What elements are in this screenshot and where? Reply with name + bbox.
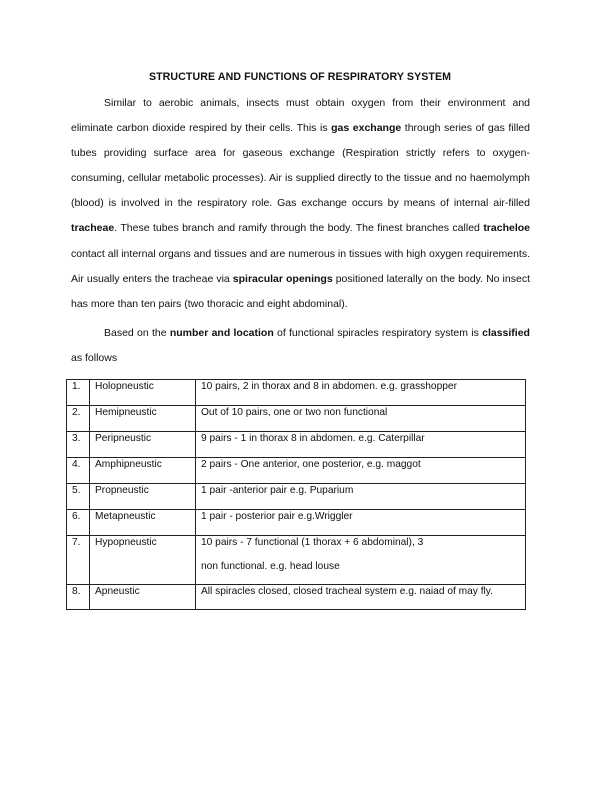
row-number: 4.	[67, 458, 90, 484]
classification-paragraph	[71, 321, 530, 371]
class-text-2: of functional spiracles respiratory system is	[273, 327, 483, 339]
table-row	[67, 406, 526, 432]
table-row	[67, 585, 526, 610]
term-tracheloe: tracheloe	[483, 222, 530, 235]
classification-table	[66, 379, 526, 610]
term-number-location: number and location	[169, 327, 274, 339]
table-row	[67, 458, 526, 484]
system-name: Hypopneustic	[90, 536, 196, 585]
system-description: Out of 10 pairs, one or two non functional	[196, 406, 526, 432]
table-row	[67, 536, 526, 585]
system-name: Hemipneustic	[90, 406, 196, 432]
row-number: 5.	[67, 484, 90, 510]
table-row	[67, 432, 526, 458]
system-name: Metapneustic	[90, 510, 196, 536]
class-text-1: Based on the	[104, 327, 170, 339]
row-number: 3.	[67, 432, 90, 458]
term-classified: classified	[482, 327, 530, 339]
table-row	[67, 484, 526, 510]
description-line-2: non functional. e.g. head louse	[201, 561, 340, 572]
row-number: 8.	[67, 585, 90, 610]
row-number: 2.	[67, 406, 90, 432]
intro-text-1: Similar to aerobic animals, insects must obtain oxygen from their environment and eliminate carbon dioxide respired by their cells. This is	[71, 97, 530, 135]
system-name: Propneustic	[90, 484, 196, 510]
system-description: 9 pairs - 1 in thorax 8 in abdomen. e.g. Caterpillar	[196, 432, 526, 458]
class-text-3: as follows	[71, 352, 118, 365]
intro-text-4: contact all internal organs and tissues and are numerous in tissues with high oxygen requirements. Air usually enters the tracheae via	[71, 247, 530, 285]
intro-text-3: . These tubes branch and ramify through the body. The finest branches called	[114, 222, 484, 235]
row-number: 6.	[67, 510, 90, 536]
system-description: 1 pair -anterior pair e.g. Puparium	[196, 484, 526, 510]
intro-paragraph	[71, 91, 530, 317]
system-description	[196, 536, 526, 585]
system-name: Holopneustic	[90, 380, 196, 406]
page-title: STRUCTURE AND FUNCTIONS OF RESPIRATORY SYSTEM	[148, 71, 452, 83]
intro-text-5: positioned laterally on the body. No insect has more than ten pairs (two thoracic and eight abdominal).	[71, 272, 530, 310]
description-line-1: 10 pairs - 7 functional (1 thorax + 6 abdominal), 3	[201, 537, 424, 548]
system-description: 10 pairs, 2 in thorax and 8 in abdomen. e.g. grasshopper	[196, 380, 526, 406]
row-number: 7.	[67, 536, 90, 585]
row-number: 1.	[67, 380, 90, 406]
system-name: Peripneustic	[90, 432, 196, 458]
term-gas-exchange: gas exchange	[331, 122, 402, 135]
system-description: 2 pairs - One anterior, one posterior, e.g. maggot	[196, 458, 526, 484]
table-row	[67, 380, 526, 406]
term-spiracular-openings: spiracular openings	[232, 272, 333, 285]
system-description: All spiracles closed, closed tracheal system e.g. naiad of may fly.	[196, 585, 526, 610]
system-name: Amphipneustic	[90, 458, 196, 484]
table-row	[67, 510, 526, 536]
intro-text-2: through series of gas filled tubes providing surface area for gaseous exchange (Respiration strictly refers to oxygen-consuming, cellular metabolic processes). Air is supplied directly to the tissue and no haemolymph (blood) is involved in the respiratory role. Gas exchange occurs by means of internal air-filled	[71, 122, 530, 210]
term-tracheae: tracheae	[71, 222, 115, 235]
system-name: Apneustic	[90, 585, 196, 610]
system-description: 1 pair - posterior pair e.g.Wriggler	[196, 510, 526, 536]
